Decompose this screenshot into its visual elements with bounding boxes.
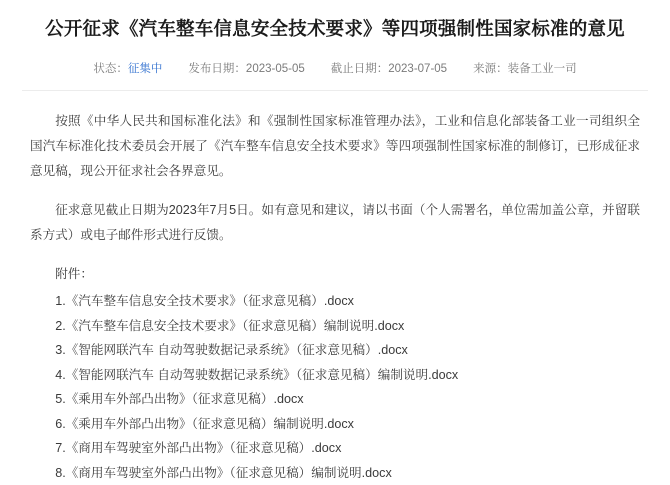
meta-source-label: 来源： bbox=[473, 63, 508, 75]
meta-status bbox=[93, 60, 162, 76]
attachments-label: 附件： bbox=[30, 262, 640, 287]
list-item[interactable]: 3.《智能网联汽车 自动驾驶数据记录系统》（征求意见稿）.docx bbox=[30, 338, 640, 363]
paragraph-1: 按照《中华人民共和国标准化法》和《强制性国家标准管理办法》，工业和信息化部装备工业一司组织全国汽车标准化技术委员会开展了《汽车整车信息安全技术要求》等四项强制性国家标准的制修订，已形成征求意见稿，现公开征求社会各界意见。 bbox=[30, 109, 640, 184]
meta-publish-date-value: 2023-05-05 bbox=[246, 63, 305, 75]
document-body bbox=[0, 91, 670, 485]
list-item[interactable]: 5.《乘用车外部凸出物》（征求意见稿）.docx bbox=[30, 387, 640, 412]
list-item[interactable]: 6.《乘用车外部凸出物》（征求意见稿）编制说明.docx bbox=[30, 412, 640, 437]
meta-publish-date-label: 发布日期： bbox=[188, 63, 246, 75]
meta-source bbox=[473, 60, 577, 76]
list-item[interactable]: 7.《商用车驾驶室外部凸出物》（征求意见稿）.docx bbox=[30, 436, 640, 461]
status-badge: 征集中 bbox=[128, 63, 163, 75]
meta-deadline bbox=[331, 60, 447, 76]
document-meta bbox=[0, 60, 670, 76]
meta-source-value: 装备工业一司 bbox=[508, 63, 577, 75]
page-title: 公开征求《汽车整车信息安全技术要求》等四项强制性国家标准的意见 bbox=[0, 0, 670, 44]
list-item[interactable]: 4.《智能网联汽车 自动驾驶数据记录系统》（征求意见稿）编制说明.docx bbox=[30, 363, 640, 388]
meta-publish-date bbox=[188, 60, 304, 76]
list-item[interactable]: 1.《汽车整车信息安全技术要求》（征求意见稿）.docx bbox=[30, 289, 640, 314]
meta-deadline-value: 2023-07-05 bbox=[388, 63, 447, 75]
list-item[interactable]: 2.《汽车整车信息安全技术要求》（征求意见稿）编制说明.docx bbox=[30, 314, 640, 339]
list-item[interactable]: 8.《商用车驾驶室外部凸出物》（征求意见稿）编制说明.docx bbox=[30, 461, 640, 485]
meta-status-label: 状态： bbox=[93, 63, 128, 75]
attachments-list bbox=[30, 289, 640, 485]
paragraph-2: 征求意见截止日期为2023年7月5日。如有意见和建议，请以书面（个人需署名，单位需加盖公章，并留联系方式）或电子邮件形式进行反馈。 bbox=[30, 198, 640, 248]
meta-deadline-label: 截止日期： bbox=[331, 63, 389, 75]
